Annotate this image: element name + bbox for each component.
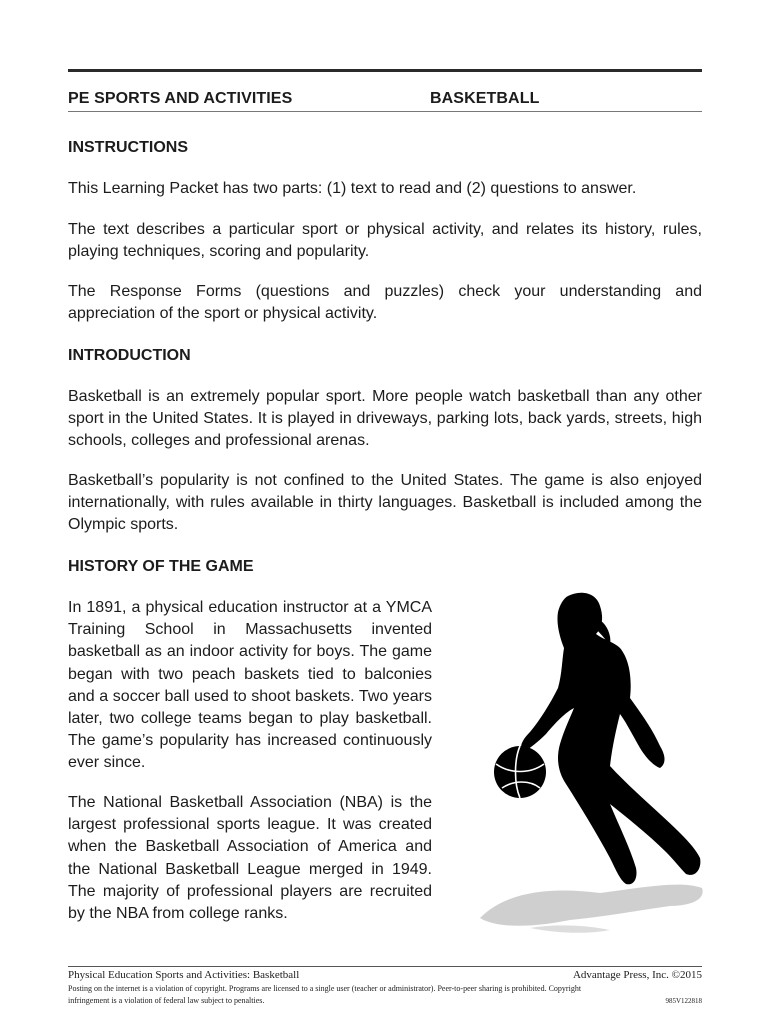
copyright-line-2: [68, 995, 702, 1007]
instructions-paragraph-1: This Learning Packet has two parts: (1) text to read and (2) questions to answer.: [68, 180, 637, 197]
history-paragraph-2: The National Basketball Association (NBA) is the largest professional sports league. It was created when the Basketball Association of America and the National Basketball League merged in 1949. The majority of professional players are recruited by the NBA from college ranks.: [68, 794, 432, 923]
copyright-notice: [68, 983, 702, 1007]
page-header: [68, 90, 702, 112]
instructions-heading: INSTRUCTIONS: [68, 139, 188, 156]
instructions-paragraph-2: The text describes a particular sport or physical activity, and relates its history, rules, playing techniques, scoring and popularity.: [68, 221, 702, 260]
footer-rule: [68, 966, 702, 967]
footer-publisher: Advantage Press, Inc. ©2015: [572, 969, 702, 981]
copyright-line-1: Posting on the internet is a violation of copyright. Programs are licensed to a single user (teacher or administrator). Peer-to-peer sharing is prohibited. Copyright: [68, 984, 582, 993]
header-rule: [68, 111, 702, 112]
copyright-line-2-text: infringement is a violation of federal law subject to penalties.: [68, 996, 265, 1005]
introduction-paragraph-2: Basketball’s popularity is not confined to the United States. The game is also enjoyed internationally, with rules available in thirty languages. Basketball is included among the Olympic sports.: [68, 472, 702, 533]
history-heading: HISTORY OF THE GAME: [68, 558, 254, 575]
instructions-paragraph-3: The Response Forms (questions and puzzles) check your understanding and appreciation of the sport or physical activity.: [68, 283, 702, 322]
top-rule: [68, 69, 702, 72]
basketball-player-silhouette-icon: [470, 588, 710, 948]
introduction-heading: INTRODUCTION: [68, 347, 191, 364]
footer-title: Physical Education Sports and Activities: Basketball: [68, 969, 300, 981]
sport-title: BASKETBALL: [430, 90, 540, 107]
series-title: PE SPORTS AND ACTIVITIES: [68, 90, 293, 107]
introduction-paragraph-1: Basketball is an extremely popular sport. More people watch basketball than any other sport in the United States. It is played in driveways, parking lots, back yards, streets, high schools, colleges and professional arenas.: [68, 388, 702, 449]
document-code: 985V122818: [665, 997, 702, 1005]
history-paragraph-1: In 1891, a physical education instructor at a YMCA Training School in Massachusetts invented basketball as an indoor activity for boys. The game began with two peach baskets tied to balconies and a soccer ball used to shoot baskets. Two years later, two college teams began to play basketball. The game’s popularity has increased continuously ever since.: [68, 599, 432, 772]
